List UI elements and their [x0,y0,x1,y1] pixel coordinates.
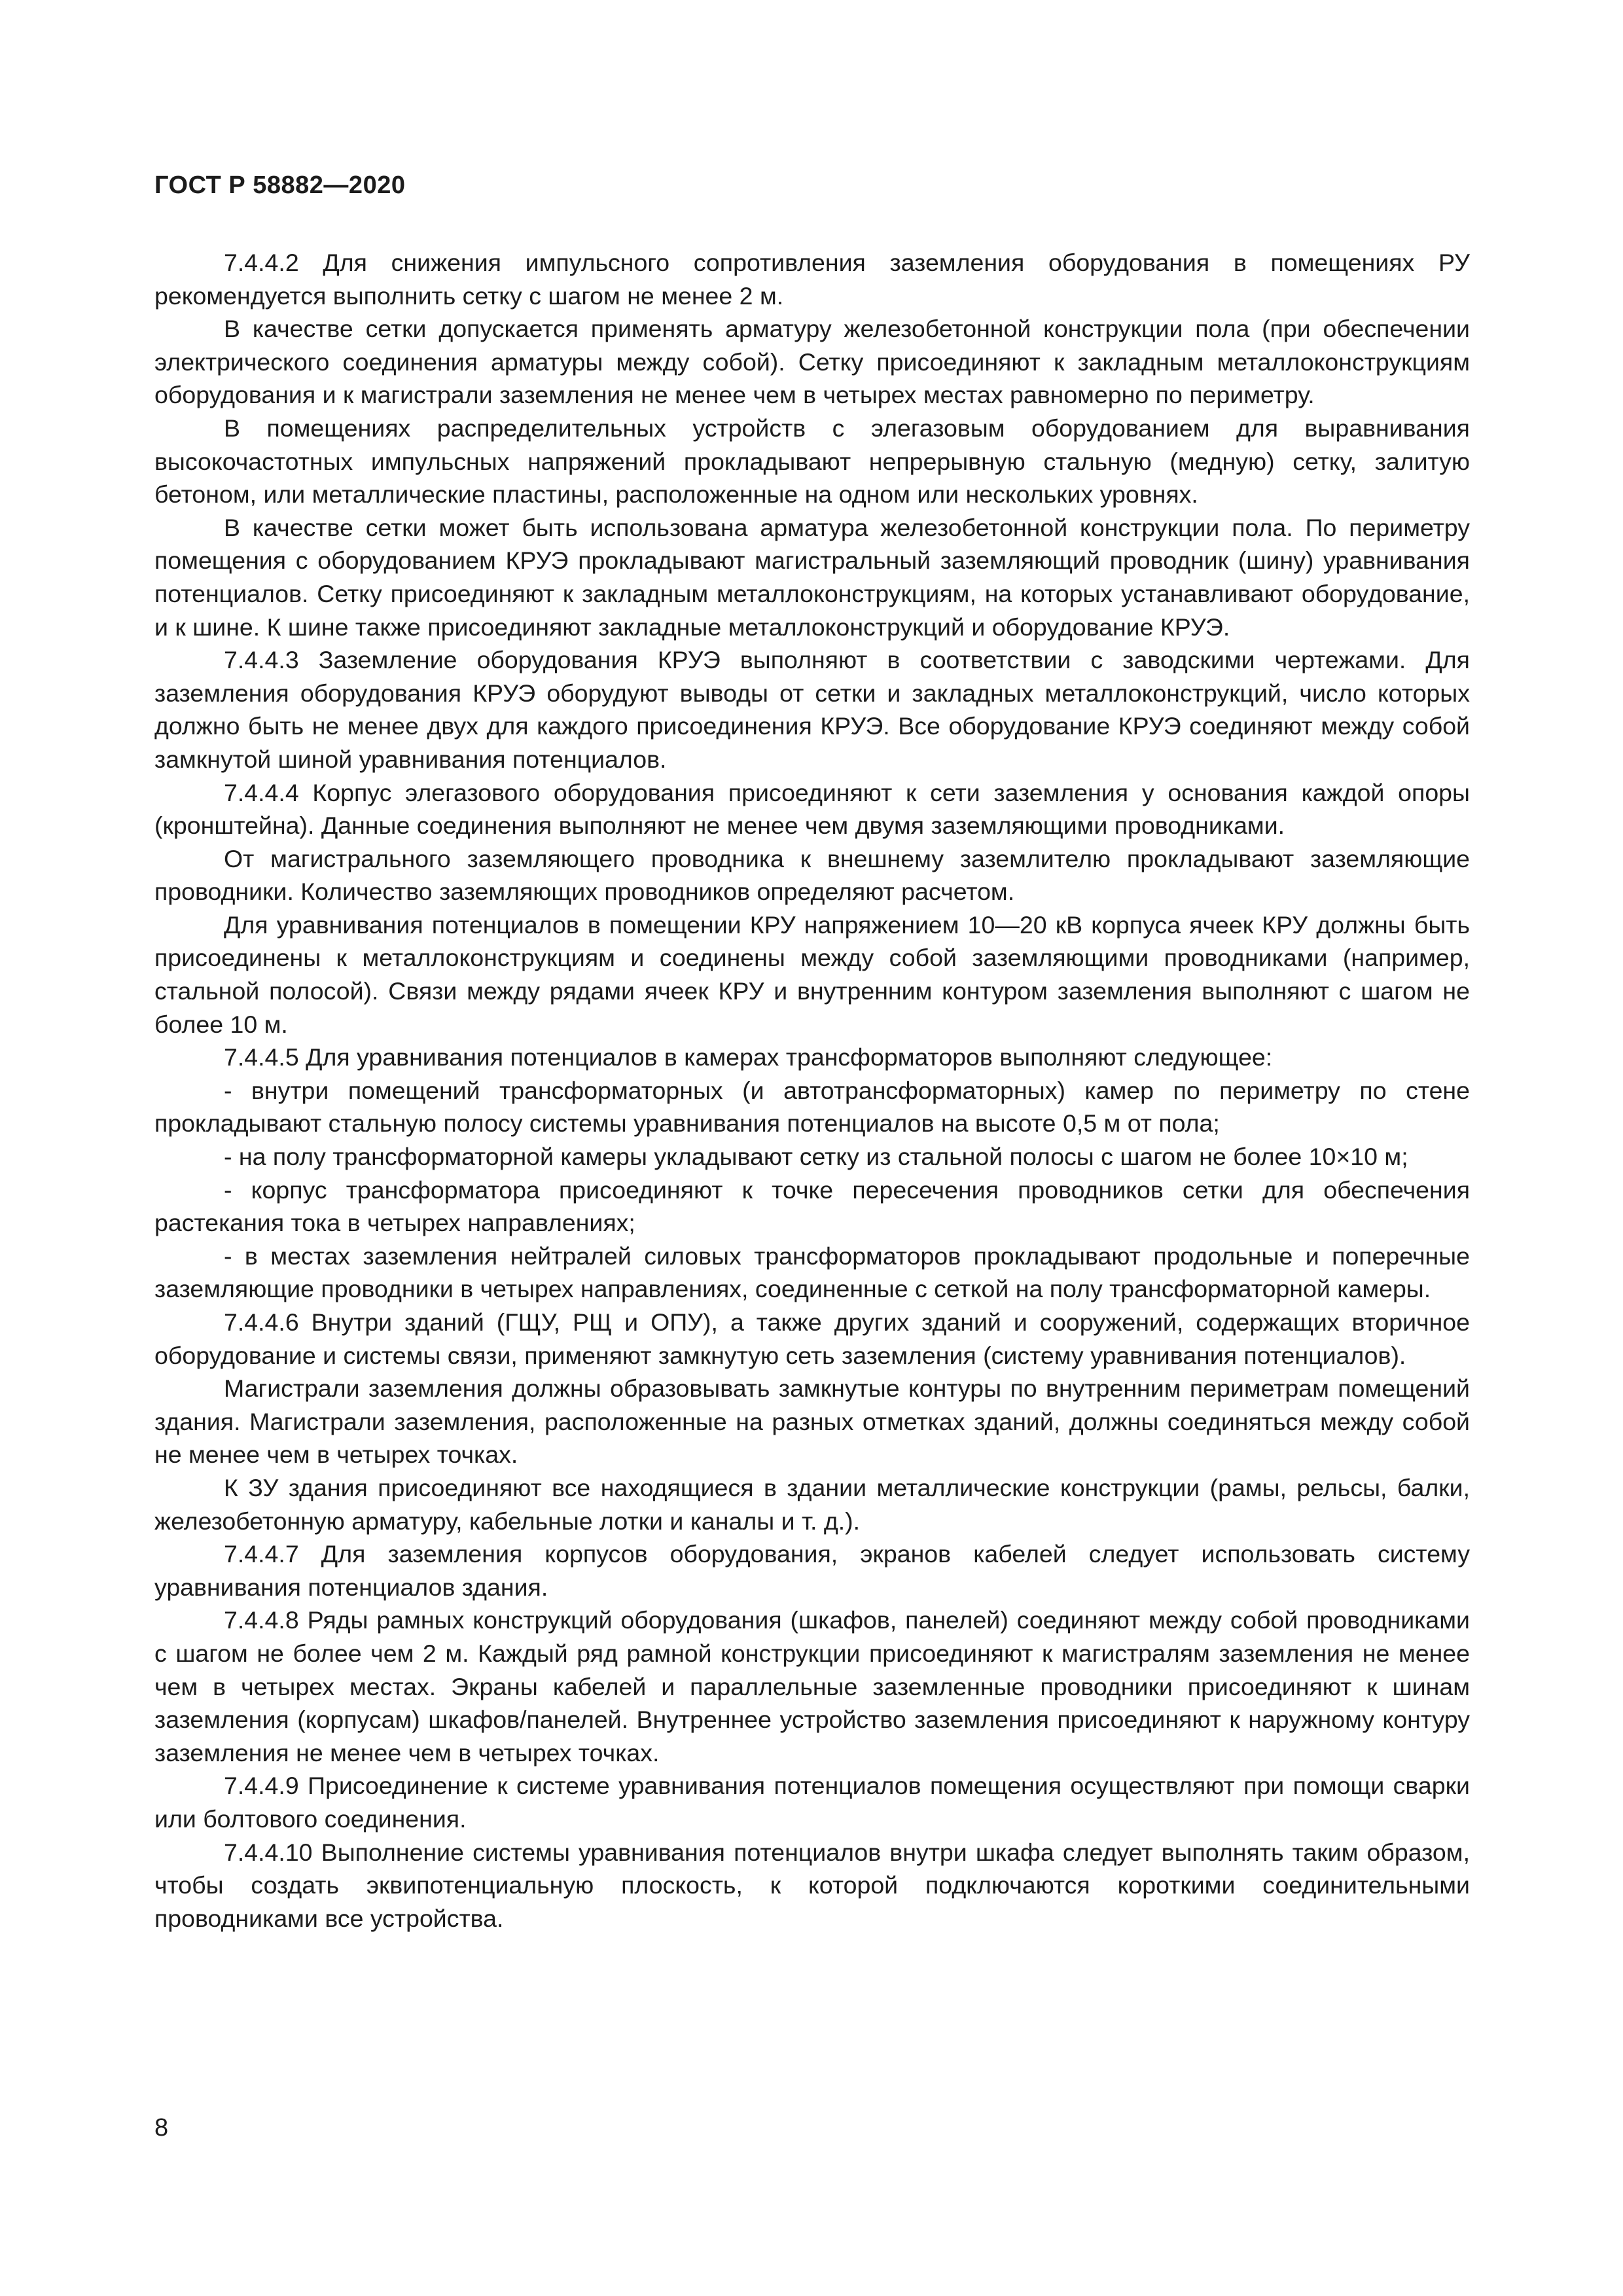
list-item-neutral-grounding: - в местах заземления нейтралей силовых трансформаторов прокладывают продольные и поперечные заземляющие проводники в четырех направлениях, соединенные с сеткой на полу трансформаторной камеры. [154,1242,1470,1303]
page-number: 8 [154,2114,169,2142]
paragraph-mesh-rebar: В качестве сетки допускается применять арматуру железобетонной конструкции пола (при обеспечении электрического соединения арматуры между собой). Сетку присоединяют к закладным металлоконструкциям оборудования и к магистрали заземления не менее чем в четырех местах равномерно по периметру. [154,315,1470,409]
paragraph-7-4-4-8: 7.4.4.8 Ряды рамных конструкций оборудования (шкафов, панелей) соединяют между собой проводниками с шагом не более чем 2 м. Каждый ряд рамной конструкции присоединяют к магистралям заземления не менее чем в четырех местах. Экраны кабелей и параллельные заземленные проводники присоединяют к шинам заземления (корпусам) шкафов/панелей. Внутреннее устройство заземления присоединяют к наружному контуру заземления не менее чем в четырех точках. [154,1606,1470,1767]
paragraph-building-structures: К ЗУ здания присоединяют все находящиеся в здании металлические конструкции (рамы, рельсы, балки, железобетонную арматуру, кабельные лотки и каналы и т. д.). [154,1473,1470,1535]
list-item-transformer-body: - корпус трансформатора присоединяют к точке пересечения проводников сетки для обеспечения растекания тока в четырех направлениях; [154,1175,1470,1237]
paragraph-gis-rooms: В помещениях распределительных устройств с элегазовым оборудованием для выравнивания высокочастотных импульсных напряжений прокладывают непрерывную стальную (медную) сетку, залитую бетоном, или металлические пластины, расположенные на одном или нескольких уровнях. [154,414,1470,509]
list-item-wall-strip: - внутри помещений трансформаторных (и автотрансформаторных) камер по периметру по стене прокладывают стальную полосу системы уравнивания потенциалов на высоте 0,5 м от пола; [154,1076,1470,1138]
paragraph-7-4-4-4: 7.4.4.4 Корпус элегазового оборудования присоединяют к сети заземления у основания каждой опоры (кронштейна). Данные соединения выполняют не менее чем двумя заземляющими проводниками. [154,778,1470,840]
paragraph-kruе-perimeter: В качестве сетки может быть использована арматура железобетонной конструкции пола. По периметру помещения с оборудованием КРУЭ прокладывают магистральный заземляющий проводник (шину) уравнивания потенциалов. Сетку присоединяют к закладным металлоконструкциям, на которых устанавливают оборудование, и к шине. К шине также присоединяют закладные металлоконструкций и оборудование КРУЭ. [154,513,1470,641]
paragraph-7-4-4-9: 7.4.4.9 Присоединение к системе уравнивания потенциалов помещения осуществляют при помощи сварки или болтового соединения. [154,1772,1470,1833]
paragraph-kru-cells: Для уравнивания потенциалов в помещении КРУ напряжением 10—20 кВ корпуса ячеек КРУ должны быть присоединены к металлоконструкциям и соединены между собой заземляющими проводниками (например, стальной полосой). Связи между рядами ячеек КРУ и внутренним контуром заземления выполняют с шагом не более 10 м. [154,910,1470,1038]
paragraph-closed-contours: Магистрали заземления должны образовывать замкнутые контуры по внутренним периметрам помещений здания. Магистрали заземления, расположенные на разных отметках зданий, должны соединяться между собой не менее чем в четырех точках. [154,1374,1470,1469]
list-item-floor-mesh: - на полу трансформаторной камеры укладывают сетку из стальной полосы с шагом не более 10×10 м; [224,1143,1408,1171]
paragraph-7-4-4-6: 7.4.4.6 Внутри зданий (ГЩУ, РЩ и ОПУ), а также других зданий и сооружений, содержащих вторичное оборудование и системы связи, применяют замкнутую сеть заземления (систему уравнивания потенциалов). [154,1308,1470,1369]
paragraph-main-conductor: От магистрального заземляющего проводника к внешнему заземлителю прокладывают заземляющие проводники. Количество заземляющих проводников определяют расчетом. [154,844,1470,906]
standard-number-header: ГОСТ Р 58882—2020 [154,171,406,199]
paragraph-7-4-4-7: 7.4.4.7 Для заземления корпусов оборудования, экранов кабелей следует использовать систему уравнивания потенциалов здания. [154,1540,1470,1601]
paragraph-7-4-4-10: 7.4.4.10 Выполнение системы уравнивания потенциалов внутри шкафа следует выполнять таким образом, чтобы создать эквипотенциальную плоскость, к которой подключаются короткими соединительными проводниками все устройства. [154,1838,1470,1932]
document-body [154,246,1470,1935]
paragraph-7-4-4-5: 7.4.4.5 Для уравнивания потенциалов в камерах трансформаторов выполняют следующее: [224,1043,1273,1071]
paragraph-7-4-4-3: 7.4.4.3 Заземление оборудования КРУЭ выполняют в соответствии с заводскими чертежами. Для заземления оборудования КРУЭ оборудуют выводы от сетки и закладных металлоконструкций, число которых должно быть не менее двух для каждого присоединения КРУЭ. Все оборудование КРУЭ соединяют между собой замкнутой шиной уравнивания потенциалов. [154,646,1470,773]
paragraph-7-4-4-2: 7.4.4.2 Для снижения импульсного сопротивления заземления оборудования в помещениях РУ рекомендуется выполнить сетку с шагом не менее 2 м. [154,249,1470,310]
